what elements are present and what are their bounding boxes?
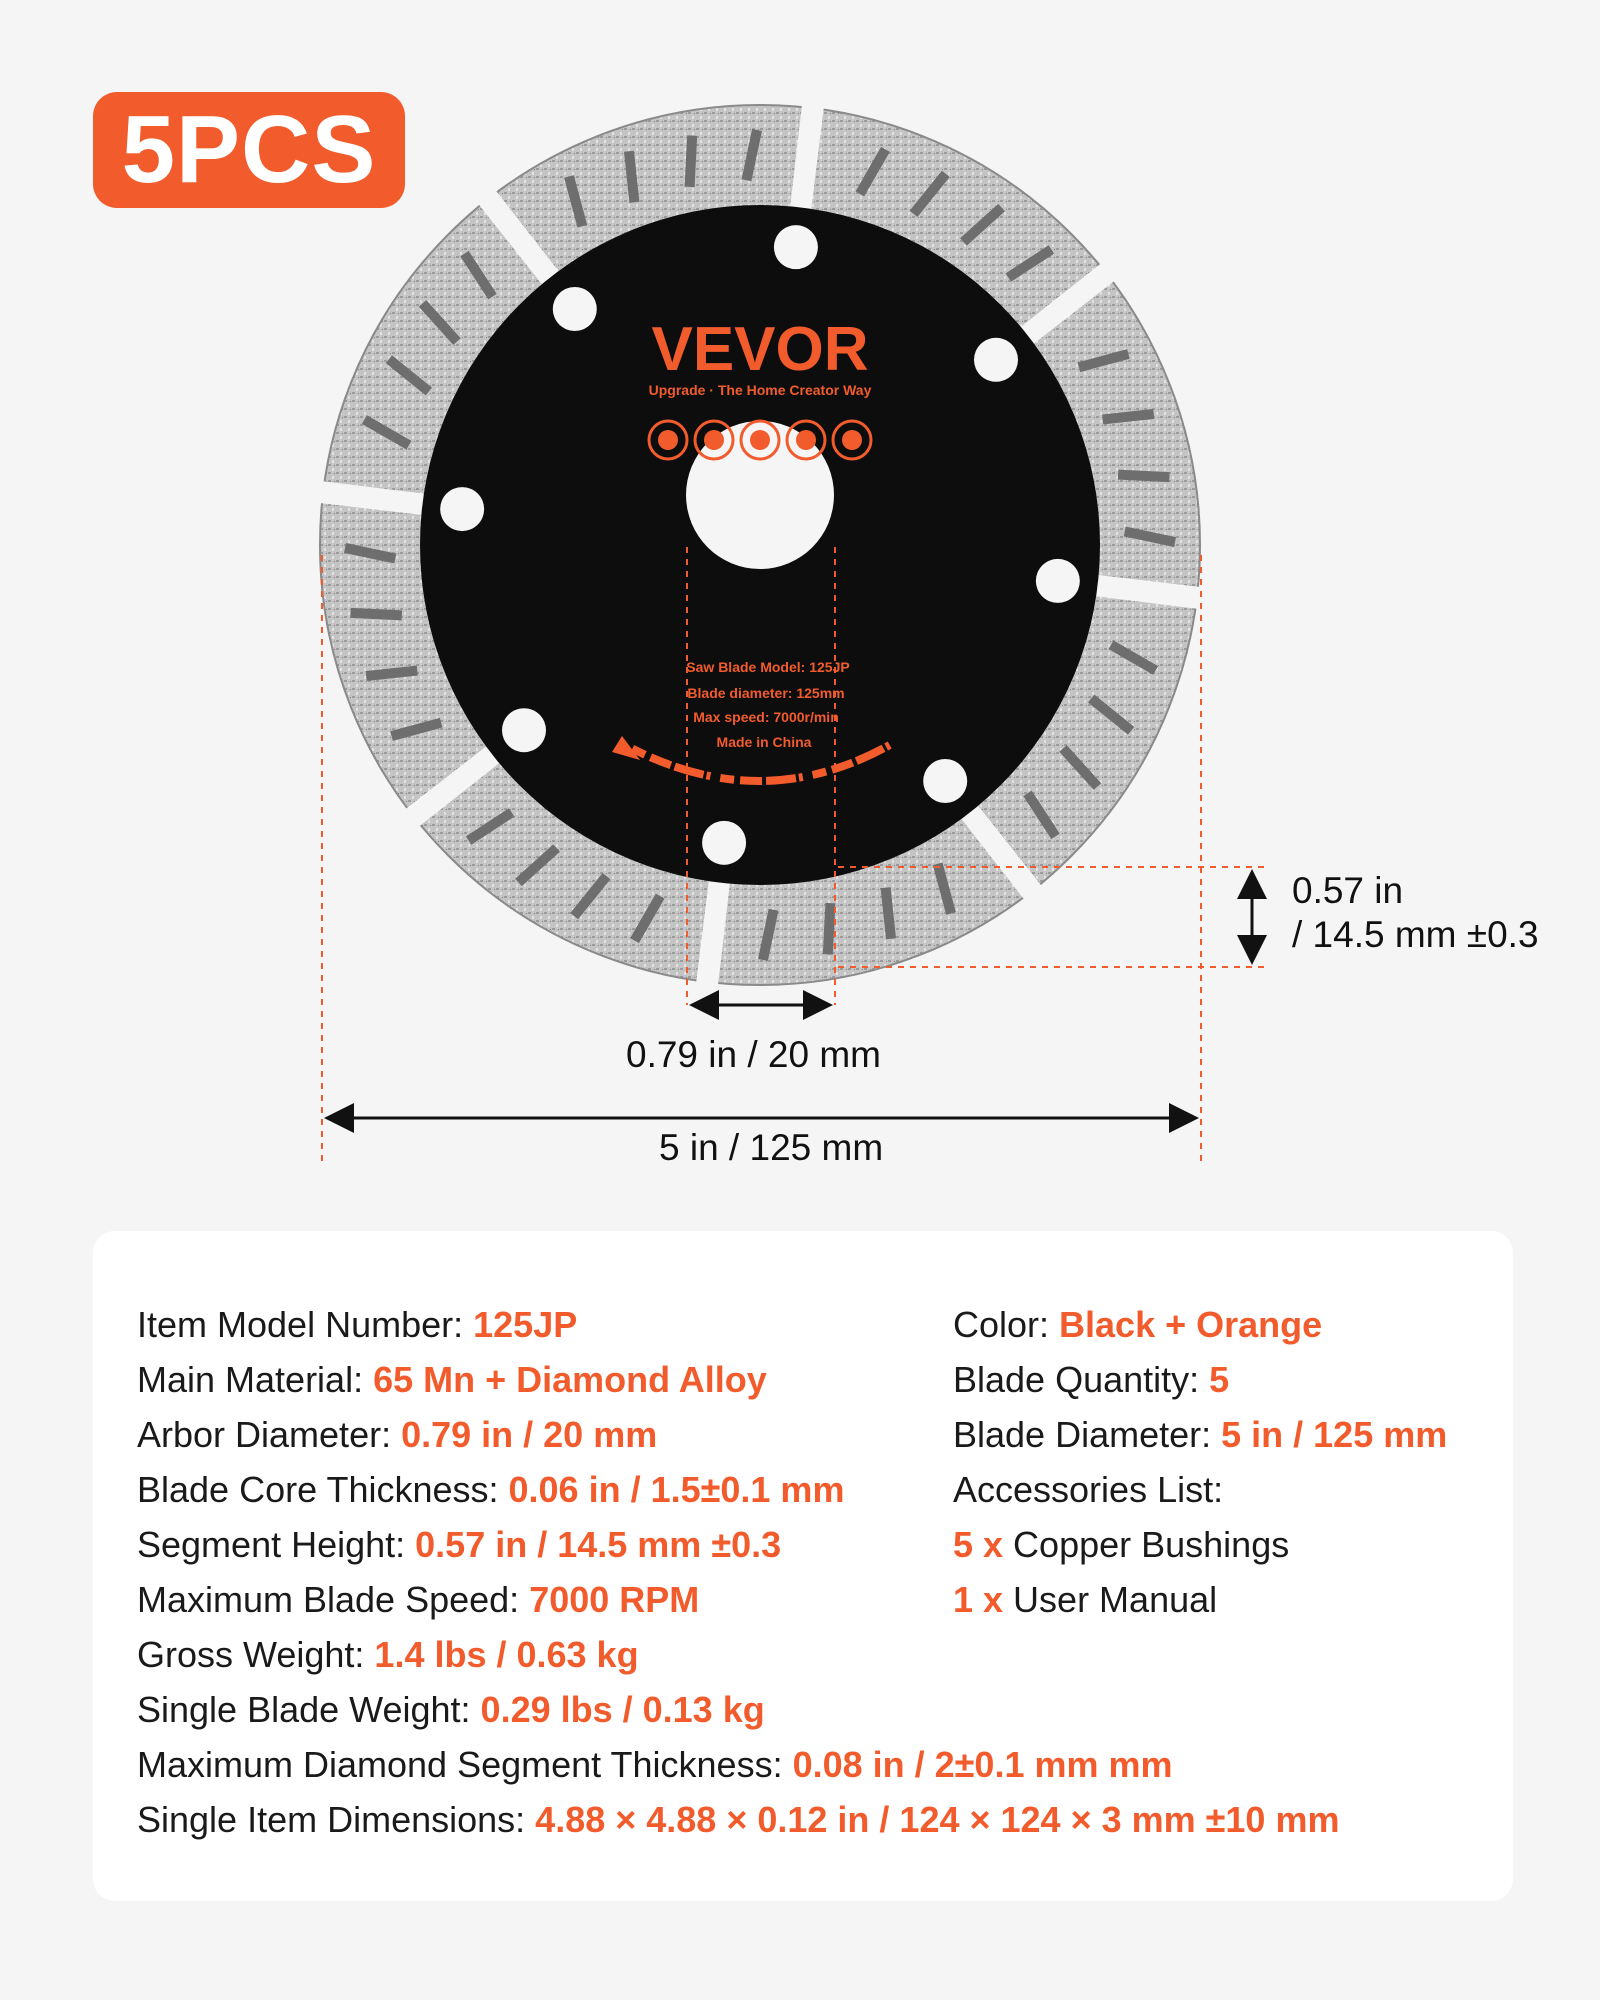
spec-value: Black + Orange [1059, 1304, 1323, 1345]
spec-value: 1.4 lbs / 0.63 kg [374, 1634, 639, 1675]
segment-height-label-line2: / 14.5 mm ±0.3 [1292, 914, 1539, 955]
spec-label: Color: [953, 1304, 1060, 1345]
spec-label: Arbor Diameter: [137, 1414, 402, 1455]
spec-label: Segment Height: [137, 1524, 416, 1565]
spec-row [953, 1297, 1447, 1352]
spec-row [137, 1682, 1339, 1737]
turbo-groove [828, 903, 831, 954]
gullet-hole [440, 487, 484, 531]
spec-row [953, 1462, 1447, 1517]
spec-label: Accessories List: [953, 1469, 1224, 1510]
spec-label: Single Item Dimensions: [137, 1799, 536, 1840]
turbo-groove [1103, 414, 1154, 419]
gullet-hole [502, 708, 546, 752]
spec-value: 0.08 in / 2±0.1 mm mm [792, 1744, 1173, 1785]
gullet-hole [974, 338, 1018, 382]
spec-label: Gross Weight: [137, 1634, 375, 1675]
spec-label: Blade Diameter: [953, 1414, 1222, 1455]
spec-value: 7000 RPM [529, 1579, 700, 1620]
segment-height-label-line1: 0.57 in [1292, 870, 1404, 911]
spec-label: Copper Bushings [1003, 1524, 1290, 1565]
gullet-hole [774, 225, 818, 269]
blade-info-line-3: Max speed: 7000r/min [693, 709, 839, 725]
blade-info-line-4: Made in China [716, 734, 812, 750]
arbor-diameter-label: 0.79 in / 20 mm [626, 1034, 882, 1075]
gullet-hole [1036, 559, 1080, 603]
specifications-card [93, 1231, 1513, 1901]
spec-label: Blade Core Thickness: [137, 1469, 509, 1510]
spec-value: 4.88 × 4.88 × 0.12 in / 124 × 124 × 3 mm ±10 mm [535, 1799, 1340, 1840]
spec-row [953, 1517, 1447, 1572]
spec-label: Item Model Number: [137, 1304, 474, 1345]
spec-row [953, 1407, 1447, 1462]
spec-row [137, 1792, 1339, 1847]
turbo-groove [366, 671, 417, 676]
blade-info-line-1: Saw Blade Model: 125JP [686, 659, 850, 675]
spec-value: 1 x [953, 1579, 1004, 1620]
spec-row [953, 1352, 1447, 1407]
spec-value: 0.57 in / 14.5 mm ±0.3 [415, 1524, 782, 1565]
spec-label: Maximum Blade Speed: [137, 1579, 530, 1620]
blade-diameter-label: 5 in / 125 mm [659, 1127, 884, 1168]
spec-row [953, 1572, 1447, 1627]
spec-row [137, 1737, 1339, 1792]
spec-label: Single Blade Weight: [137, 1689, 481, 1730]
turbo-groove [629, 151, 634, 202]
brand-tagline: Upgrade · The Home Creator Way [648, 382, 872, 398]
spec-value: 0.79 in / 20 mm [401, 1414, 658, 1455]
specs-right-column [953, 1297, 1447, 1627]
spec-value: 5 x [953, 1524, 1004, 1565]
spec-label: User Manual [1003, 1579, 1218, 1620]
spec-row [137, 1627, 1339, 1682]
gullet-hole [923, 759, 967, 803]
spec-value: 65 Mn + Diamond Alloy [373, 1359, 767, 1400]
turbo-groove [351, 613, 402, 616]
turbo-groove [886, 888, 891, 939]
spec-label: Blade Quantity: [953, 1359, 1210, 1400]
gullet-hole [702, 821, 746, 865]
spec-value: 5 [1209, 1359, 1230, 1400]
turbo-groove [690, 136, 693, 187]
blade-info-line-2: Blade diameter: 125mm [687, 685, 845, 701]
spec-value: 0.06 in / 1.5±0.1 mm [508, 1469, 845, 1510]
spec-value: 5 in / 125 mm [1221, 1414, 1448, 1455]
brand-logo: VEVOR [651, 315, 869, 384]
gullet-hole [553, 287, 597, 331]
spec-label: Main Material: [137, 1359, 374, 1400]
spec-value: 125JP [473, 1304, 578, 1345]
turbo-groove [1118, 475, 1169, 478]
spec-value: 0.29 lbs / 0.13 kg [480, 1689, 765, 1730]
spec-label: Maximum Diamond Segment Thickness: [137, 1744, 793, 1785]
quantity-badge: 5PCS [93, 92, 405, 208]
